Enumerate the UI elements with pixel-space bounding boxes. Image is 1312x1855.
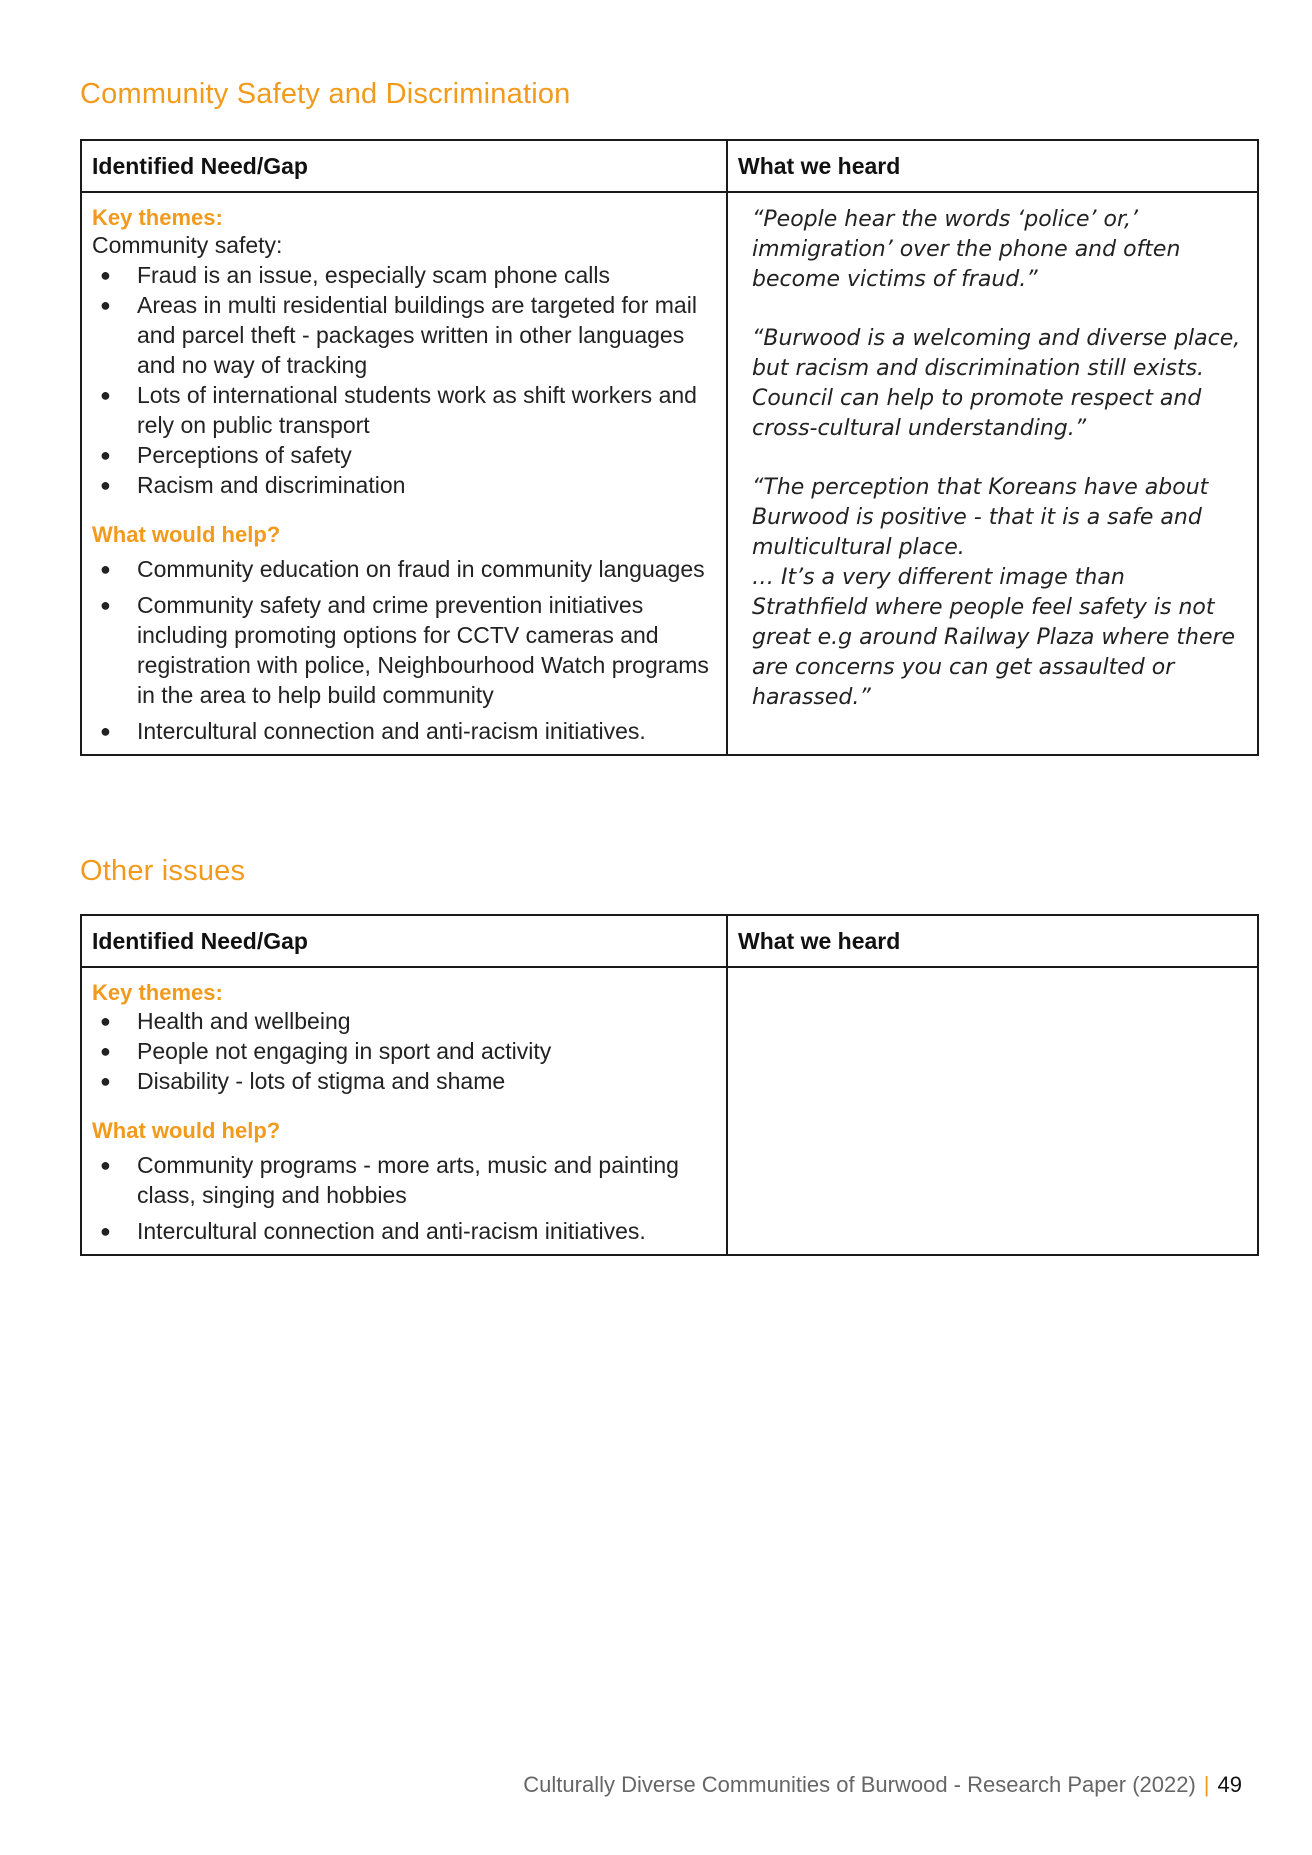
list-item: ● Racism and discrimination <box>100 472 406 498</box>
column-header-heard: What we heard <box>727 140 1258 192</box>
list-item: ● Intercultural connection and anti-racism initiatives. <box>100 718 646 744</box>
section-title-other-issues: Other issues <box>80 855 246 887</box>
key-themes-label: Key themes: <box>92 980 223 1005</box>
community-safety-table <box>80 139 1259 756</box>
help-label: What would help? <box>92 1118 281 1143</box>
needs-cell <box>81 192 727 755</box>
quote-strathfield: … It’s a very different image than Strathfield where people feel safety is not great e.g around Railway Plaza where there are concerns you can get assaulted or harassed.” <box>752 565 1236 710</box>
page-number: 49 <box>1217 1772 1242 1797</box>
needs-cell <box>81 967 727 1255</box>
heard-cell <box>727 192 1258 755</box>
list-item: ● Community education on fraud in community languages <box>100 556 705 582</box>
page-footer <box>523 1772 1242 1798</box>
key-themes-list <box>92 1006 716 1096</box>
help-label: What would help? <box>92 522 281 547</box>
quote-welcoming: “Burwood is a welcoming and diverse place, but racism and discrimination still exists. Council can help to promote respect and cross-cultural understanding.” <box>752 326 1241 441</box>
list-item: ● Community safety and crime prevention initiatives including promoting options for CCTV cameras and registration with police, Neighbourhood Watch programs in the area to help build community <box>100 592 709 708</box>
list-item: ● Community programs - more arts, music and painting class, singing and hobbies <box>100 1152 679 1208</box>
key-themes-intro: Community safety: <box>92 232 283 258</box>
list-item: ● Lots of international students work as shift workers and rely on public transport <box>100 382 697 438</box>
quote-koreans: “The perception that Koreans have about Burwood is positive - that it is a safe and multicultural place. <box>752 475 1209 560</box>
list-item: ● Intercultural connection and anti-racism initiatives. <box>100 1218 646 1244</box>
help-list <box>92 554 716 746</box>
footer-title: Culturally Diverse Communities of Burwood - Research Paper (2022) <box>523 1772 1196 1797</box>
other-issues-table <box>80 914 1259 1256</box>
key-themes-list <box>92 260 716 500</box>
list-item: ● People not engaging in sport and activity <box>100 1038 552 1064</box>
list-item: ● Health and wellbeing <box>100 1008 351 1034</box>
list-item: ● Perceptions of safety <box>100 442 352 468</box>
help-list <box>92 1150 716 1246</box>
list-item: ● Areas in multi residential buildings are targeted for mail and parcel theft - packages written in other languages and no way of tracking <box>100 292 697 378</box>
section-title-community-safety: Community Safety and Discrimination <box>80 78 571 110</box>
list-item: ● Disability - lots of stigma and shame <box>100 1068 506 1094</box>
column-header-heard: What we heard <box>727 915 1258 967</box>
key-themes-label: Key themes: <box>92 205 223 230</box>
footer-separator: | <box>1203 1772 1210 1797</box>
column-header-need: Identified Need/Gap <box>81 140 727 192</box>
quote-fraud: “People hear the words ‘police’ or,’ immigration’ over the phone and often become victims of fraud.” <box>752 207 1181 292</box>
list-item: ● Fraud is an issue, especially scam phone calls <box>100 262 611 288</box>
heard-cell-empty <box>727 967 1258 1255</box>
column-header-need: Identified Need/Gap <box>81 915 727 967</box>
